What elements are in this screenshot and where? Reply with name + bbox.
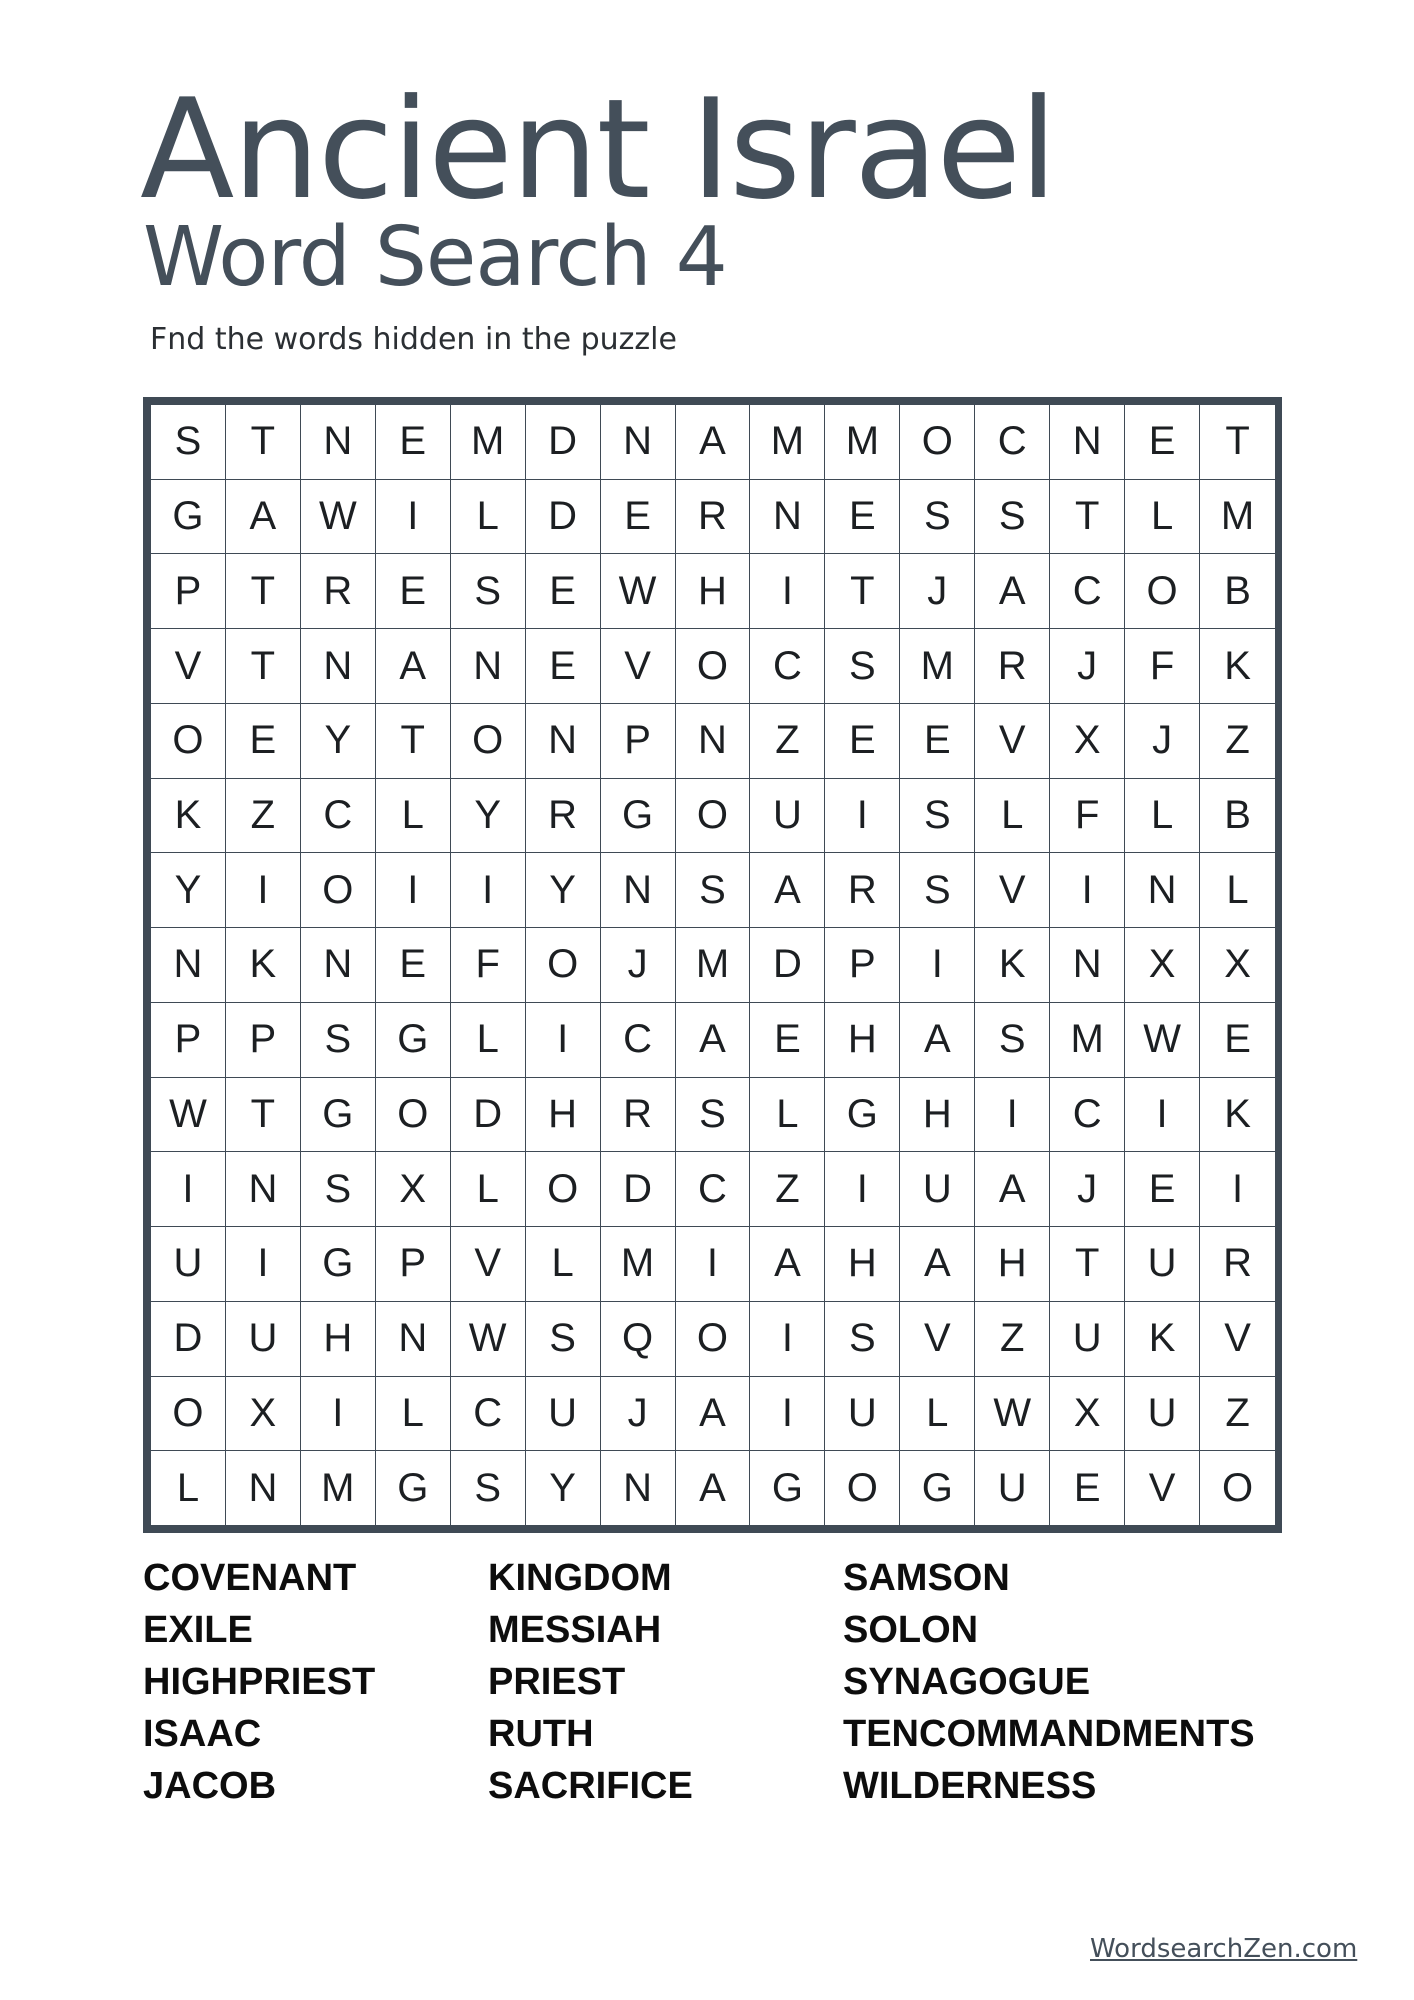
grid-cell[interactable]: A [226,480,301,555]
grid-cell[interactable]: L [451,1003,526,1078]
grid-cell[interactable]: H [975,1227,1050,1302]
grid-cell[interactable]: N [676,704,751,779]
grid-cell[interactable]: R [301,554,376,629]
word-list-item: SYNAGOGUE [843,1661,1091,1703]
grid-cell[interactable]: P [226,1003,301,1078]
word-list-item: WILDERNESS [843,1765,1097,1807]
grid-cell[interactable]: V [1125,1451,1200,1526]
grid-cell[interactable]: D [451,1078,526,1153]
grid-cell[interactable]: T [1050,480,1125,555]
grid-cell[interactable]: E [376,405,451,480]
grid-cell[interactable]: L [1125,480,1200,555]
grid-cell[interactable]: P [601,704,676,779]
grid-cell[interactable]: N [1125,853,1200,928]
grid-cell[interactable]: I [226,1227,301,1302]
word-list-column [488,1552,693,1812]
grid-cell[interactable]: S [900,779,975,854]
grid-cell[interactable]: O [676,629,751,704]
grid-cell[interactable]: T [226,1078,301,1153]
grid-cell[interactable]: O [825,1451,900,1526]
grid-cell[interactable]: G [900,1451,975,1526]
grid-cell[interactable]: M [900,629,975,704]
grid-cell[interactable]: Z [750,704,825,779]
grid-cell[interactable]: E [900,704,975,779]
grid-cell[interactable]: G [750,1451,825,1526]
grid-cell[interactable]: D [526,405,601,480]
grid-cell[interactable]: I [1200,1152,1275,1227]
grid-cell[interactable]: E [526,629,601,704]
puzzle-grid [151,405,1275,1526]
grid-cell[interactable]: A [376,629,451,704]
grid-cell[interactable]: D [526,480,601,555]
grid-cell[interactable]: W [451,1302,526,1377]
grid-cell[interactable]: K [1125,1302,1200,1377]
page-title: Ancient Israel [140,69,1056,230]
grid-cell[interactable]: U [975,1451,1050,1526]
grid-cell[interactable]: Z [226,779,301,854]
grid-cell[interactable]: O [676,779,751,854]
grid-cell[interactable]: N [526,704,601,779]
word-list-column [143,1552,375,1812]
grid-cell[interactable]: K [151,779,226,854]
grid-cell[interactable]: T [226,405,301,480]
grid-cell[interactable]: A [750,1227,825,1302]
grid-cell[interactable]: A [975,554,1050,629]
grid-cell[interactable]: A [676,1451,751,1526]
word-list-column [843,1552,1255,1812]
grid-cell[interactable]: Y [526,1451,601,1526]
grid-cell[interactable]: E [376,928,451,1003]
grid-cell[interactable]: N [1050,405,1125,480]
grid-cell[interactable]: J [601,928,676,1003]
grid-cell[interactable]: M [825,405,900,480]
grid-cell[interactable]: M [451,405,526,480]
grid-cell[interactable]: I [900,928,975,1003]
grid-cell[interactable]: N [226,1451,301,1526]
grid-cell[interactable]: S [451,554,526,629]
grid-cell[interactable]: I [750,1302,825,1377]
grid-cell[interactable]: I [151,1152,226,1227]
grid-cell[interactable]: U [151,1227,226,1302]
grid-cell[interactable]: P [825,928,900,1003]
grid-cell[interactable]: O [1200,1451,1275,1526]
grid-cell[interactable]: E [1050,1451,1125,1526]
grid-cell[interactable]: U [1125,1227,1200,1302]
grid-cell[interactable]: L [451,1152,526,1227]
grid-cell[interactable]: M [676,928,751,1003]
grid-cell[interactable]: C [1050,1078,1125,1153]
grid-cell[interactable]: K [1200,629,1275,704]
grid-cell[interactable]: X [1050,704,1125,779]
word-list-item: RUTH [488,1713,594,1755]
word-list-item: KINGDOM [488,1557,672,1599]
grid-cell[interactable]: V [900,1302,975,1377]
instructions-text: Fnd the words hidden in the puzzle [150,322,677,357]
word-list-item: JACOB [143,1765,277,1807]
grid-cell[interactable]: D [750,928,825,1003]
grid-cell[interactable]: Y [151,853,226,928]
grid-cell[interactable]: I [451,853,526,928]
grid-cell[interactable]: S [526,1302,601,1377]
grid-cell[interactable]: C [451,1377,526,1452]
grid-cell[interactable]: I [1050,853,1125,928]
grid-cell[interactable]: M [750,405,825,480]
grid-cell[interactable]: E [1200,1003,1275,1078]
grid-cell[interactable]: J [1050,629,1125,704]
grid-cell[interactable]: P [151,1003,226,1078]
grid-cell[interactable]: E [825,480,900,555]
grid-cell[interactable]: G [151,480,226,555]
grid-cell[interactable]: Z [975,1302,1050,1377]
grid-cell[interactable]: Q [601,1302,676,1377]
grid-cell[interactable]: T [376,704,451,779]
grid-cell[interactable]: A [676,1377,751,1452]
grid-cell[interactable]: L [900,1377,975,1452]
grid-cell[interactable]: L [451,480,526,555]
word-list-item: SAMSON [843,1557,1010,1599]
grid-cell[interactable]: U [825,1377,900,1452]
grid-cell[interactable]: N [376,1302,451,1377]
grid-cell[interactable]: L [526,1227,601,1302]
grid-cell[interactable]: A [900,1003,975,1078]
grid-cell[interactable]: B [1200,779,1275,854]
grid-cell[interactable]: E [1125,405,1200,480]
grid-cell[interactable]: H [526,1078,601,1153]
grid-cell[interactable]: R [825,853,900,928]
grid-cell[interactable]: V [451,1227,526,1302]
grid-cell[interactable]: Z [1200,1377,1275,1452]
grid-cell[interactable]: N [1050,928,1125,1003]
grid-cell[interactable]: I [301,1377,376,1452]
grid-cell[interactable]: T [825,554,900,629]
grid-cell[interactable]: W [601,554,676,629]
grid-cell[interactable]: E [750,1003,825,1078]
word-list-item: SACRIFICE [488,1765,693,1807]
grid-cell[interactable]: S [825,1302,900,1377]
grid-cell[interactable]: I [750,554,825,629]
grid-cell[interactable]: L [1200,853,1275,928]
grid-cell[interactable]: G [376,1003,451,1078]
grid-cell[interactable]: X [1050,1377,1125,1452]
grid-cell[interactable]: O [1125,554,1200,629]
word-list-item: SOLON [843,1609,979,1651]
grid-cell[interactable]: N [601,405,676,480]
grid-cell[interactable]: T [226,629,301,704]
word-list-item: HIGHPRIEST [143,1661,376,1703]
grid-cell[interactable]: O [151,704,226,779]
grid-cell[interactable]: S [451,1451,526,1526]
grid-cell[interactable]: I [825,1152,900,1227]
grid-cell[interactable]: F [451,928,526,1003]
grid-cell[interactable]: N [451,629,526,704]
grid-cell[interactable]: M [1050,1003,1125,1078]
word-list-item: PRIEST [488,1661,626,1703]
grid-cell[interactable]: V [151,629,226,704]
grid-cell[interactable]: R [676,480,751,555]
grid-cell[interactable]: J [1125,704,1200,779]
grid-cell[interactable]: S [676,853,751,928]
grid-cell[interactable]: N [301,629,376,704]
grid-cell[interactable]: C [1050,554,1125,629]
grid-cell[interactable]: S [975,480,1050,555]
grid-cell[interactable]: R [526,779,601,854]
grid-cell[interactable]: P [151,554,226,629]
grid-cell[interactable]: U [226,1302,301,1377]
grid-cell[interactable]: T [1050,1227,1125,1302]
grid-cell[interactable]: G [825,1078,900,1153]
grid-cell[interactable]: V [601,629,676,704]
grid-cell[interactable]: O [676,1302,751,1377]
grid-cell[interactable]: I [1125,1078,1200,1153]
grid-cell[interactable]: A [975,1152,1050,1227]
grid-cell[interactable]: B [1200,554,1275,629]
grid-cell[interactable]: S [900,853,975,928]
grid-cell[interactable]: X [1125,928,1200,1003]
grid-cell[interactable]: W [1125,1003,1200,1078]
grid-cell[interactable]: R [975,629,1050,704]
grid-cell[interactable]: J [900,554,975,629]
puzzle-grid-frame [143,397,1282,1533]
grid-cell[interactable]: N [601,1451,676,1526]
grid-cell[interactable]: U [750,779,825,854]
grid-cell[interactable]: T [226,554,301,629]
word-list-item: MESSIAH [488,1609,662,1651]
grid-cell[interactable]: V [975,853,1050,928]
word-list-item: EXILE [143,1609,253,1651]
grid-cell[interactable]: U [526,1377,601,1452]
grid-cell[interactable]: D [151,1302,226,1377]
grid-cell[interactable]: A [676,1003,751,1078]
grid-cell[interactable]: O [376,1078,451,1153]
grid-cell[interactable]: W [301,480,376,555]
grid-cell[interactable]: X [1200,928,1275,1003]
grid-cell[interactable]: H [900,1078,975,1153]
grid-cell[interactable]: H [825,1003,900,1078]
grid-cell[interactable]: M [1200,480,1275,555]
grid-cell[interactable]: U [900,1152,975,1227]
grid-cell[interactable]: N [601,853,676,928]
grid-cell[interactable]: G [301,1078,376,1153]
grid-cell[interactable]: I [376,480,451,555]
grid-cell[interactable]: V [1200,1302,1275,1377]
grid-cell[interactable]: Z [750,1152,825,1227]
grid-cell[interactable]: K [226,928,301,1003]
grid-cell[interactable]: Y [526,853,601,928]
grid-cell[interactable]: L [750,1078,825,1153]
grid-cell[interactable]: I [975,1078,1050,1153]
grid-cell[interactable]: G [301,1227,376,1302]
grid-cell[interactable]: E [376,554,451,629]
grid-cell[interactable]: I [226,853,301,928]
grid-cell[interactable]: A [750,853,825,928]
grid-cell[interactable]: X [226,1377,301,1452]
grid-cell[interactable]: O [526,928,601,1003]
grid-cell[interactable]: L [151,1451,226,1526]
word-list-item: ISAAC [143,1713,262,1755]
grid-cell[interactable]: N [151,928,226,1003]
grid-cell[interactable]: A [676,405,751,480]
grid-cell[interactable]: N [226,1152,301,1227]
word-list-item: TENCOMMANDMENTS [843,1713,1255,1755]
grid-cell[interactable]: M [301,1451,376,1526]
grid-cell[interactable]: P [376,1227,451,1302]
grid-cell[interactable]: J [601,1377,676,1452]
grid-cell[interactable]: I [750,1377,825,1452]
grid-cell[interactable]: N [301,928,376,1003]
grid-cell[interactable]: G [601,779,676,854]
grid-cell[interactable]: C [601,1003,676,1078]
grid-cell[interactable]: L [376,1377,451,1452]
grid-cell[interactable]: L [1125,779,1200,854]
page-subtitle: Word Search 4 [143,210,727,305]
grid-cell[interactable]: V [975,704,1050,779]
grid-cell[interactable]: Z [1200,704,1275,779]
grid-cell[interactable]: C [676,1152,751,1227]
grid-cell[interactable]: H [825,1227,900,1302]
grid-cell[interactable]: O [526,1152,601,1227]
grid-cell[interactable]: C [750,629,825,704]
grid-cell[interactable]: U [1050,1302,1125,1377]
grid-cell[interactable]: S [301,1152,376,1227]
grid-cell[interactable]: D [601,1152,676,1227]
grid-cell[interactable]: W [151,1078,226,1153]
grid-cell[interactable]: E [226,704,301,779]
grid-cell[interactable]: N [750,480,825,555]
grid-cell[interactable]: O [451,704,526,779]
grid-cell[interactable]: L [376,779,451,854]
grid-cell[interactable]: R [601,1078,676,1153]
grid-cell[interactable]: G [376,1451,451,1526]
grid-cell[interactable]: E [526,554,601,629]
grid-cell[interactable]: Y [301,704,376,779]
grid-cell[interactable]: S [825,629,900,704]
grid-cell[interactable]: Y [451,779,526,854]
grid-cell[interactable]: S [301,1003,376,1078]
grid-cell[interactable]: W [975,1377,1050,1452]
grid-cell[interactable]: O [301,853,376,928]
grid-cell[interactable]: E [1125,1152,1200,1227]
grid-cell[interactable]: O [151,1377,226,1452]
grid-cell[interactable]: A [900,1227,975,1302]
grid-cell[interactable]: C [301,779,376,854]
grid-cell[interactable]: S [900,480,975,555]
grid-cell[interactable]: K [975,928,1050,1003]
grid-cell[interactable]: T [1200,405,1275,480]
grid-cell[interactable]: U [1125,1377,1200,1452]
grid-cell[interactable]: L [975,779,1050,854]
grid-cell[interactable]: O [900,405,975,480]
grid-cell[interactable]: I [526,1003,601,1078]
grid-cell[interactable]: N [301,405,376,480]
grid-cell[interactable]: M [601,1227,676,1302]
grid-cell[interactable]: I [376,853,451,928]
grid-cell[interactable]: F [1050,779,1125,854]
grid-cell[interactable]: S [975,1003,1050,1078]
grid-cell[interactable]: I [825,779,900,854]
grid-cell[interactable]: H [676,554,751,629]
grid-cell[interactable]: E [601,480,676,555]
grid-cell[interactable]: K [1200,1078,1275,1153]
grid-cell[interactable]: X [376,1152,451,1227]
grid-cell[interactable]: S [151,405,226,480]
word-list [143,1552,1293,1822]
grid-cell[interactable]: J [1050,1152,1125,1227]
grid-cell[interactable]: C [975,405,1050,480]
grid-cell[interactable]: R [1200,1227,1275,1302]
grid-cell[interactable]: E [825,704,900,779]
website-link[interactable]: WordsearchZen.com [1090,1934,1358,1964]
word-list-item: COVENANT [143,1557,357,1599]
grid-cell[interactable]: H [301,1302,376,1377]
grid-cell[interactable]: S [676,1078,751,1153]
grid-cell[interactable]: I [676,1227,751,1302]
grid-cell[interactable]: F [1125,629,1200,704]
